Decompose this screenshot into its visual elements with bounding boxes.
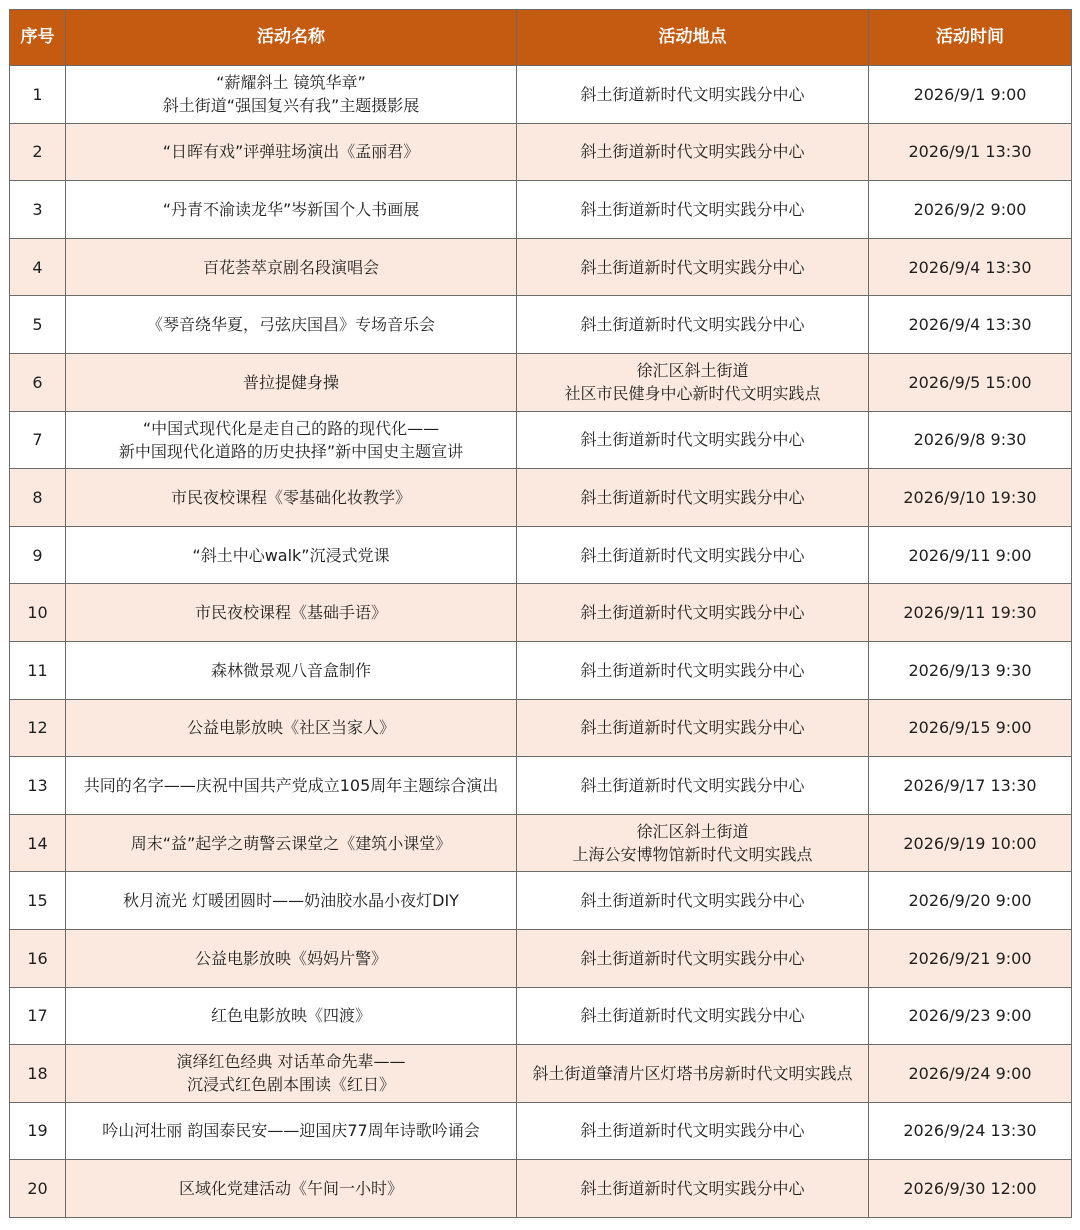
cell-activity-time: 2026/9/4 13:30 [869, 296, 1072, 354]
cell-no: 2 [10, 123, 66, 181]
cell-activity-place: 斜土街道新时代文明实践分中心 [517, 929, 869, 987]
cell-activity-time: 2026/9/15 9:00 [869, 699, 1072, 757]
table-row [10, 872, 1072, 930]
cell-activity-time: 2026/9/17 13:30 [869, 757, 1072, 815]
cell-activity-name: 市民夜校课程《零基础化妆教学》 [66, 469, 517, 527]
cell-activity-place: 斜土街道肇清片区灯塔书房新时代文明实践点 [517, 1045, 869, 1103]
table-row [10, 929, 1072, 987]
table-row [10, 641, 1072, 699]
cell-activity-time: 2026/9/2 9:00 [869, 181, 1072, 239]
cell-activity-name: “薪耀斜土 镜筑华章” 斜土街道“强国复兴有我”主题摄影展 [66, 66, 517, 124]
cell-activity-place: 斜土街道新时代文明实践分中心 [517, 1160, 869, 1218]
cell-activity-place: 斜土街道新时代文明实践分中心 [517, 584, 869, 642]
cell-activity-time: 2026/9/23 9:00 [869, 987, 1072, 1045]
table-row [10, 1102, 1072, 1160]
cell-no: 17 [10, 987, 66, 1045]
cell-activity-time: 2026/9/24 9:00 [869, 1045, 1072, 1103]
cell-no: 4 [10, 238, 66, 296]
table-row [10, 411, 1072, 469]
cell-activity-place: 斜土街道新时代文明实践分中心 [517, 411, 869, 469]
table-row [10, 1045, 1072, 1103]
cell-activity-place: 斜土街道新时代文明实践分中心 [517, 641, 869, 699]
cell-activity-place: 斜土街道新时代文明实践分中心 [517, 66, 869, 124]
table-row [10, 66, 1072, 124]
cell-activity-name: 市民夜校课程《基础手语》 [66, 584, 517, 642]
table-row [10, 584, 1072, 642]
activity-schedule-table [9, 9, 1072, 1218]
cell-no: 13 [10, 757, 66, 815]
cell-activity-name: “中国式现代化是走自己的路的现代化—— 新中国现代化道路的历史抉择”新中国史主题宣讲 [66, 411, 517, 469]
cell-activity-place: 斜土街道新时代文明实践分中心 [517, 469, 869, 527]
cell-activity-place: 徐汇区斜土街道 上海公安博物馆新时代文明实践点 [517, 814, 869, 872]
cell-activity-time: 2026/9/11 9:00 [869, 526, 1072, 584]
cell-activity-place: 斜土街道新时代文明实践分中心 [517, 238, 869, 296]
cell-no: 15 [10, 872, 66, 930]
cell-no: 6 [10, 353, 66, 411]
table-row [10, 353, 1072, 411]
cell-activity-time: 2026/9/5 15:00 [869, 353, 1072, 411]
cell-activity-name: 吟山河壮丽 韵国泰民安——迎国庆77周年诗歌吟诵会 [66, 1102, 517, 1160]
cell-activity-name: 公益电影放映《社区当家人》 [66, 699, 517, 757]
cell-no: 11 [10, 641, 66, 699]
cell-activity-name: 秋月流光 灯暖团圆时——奶油胶水晶小夜灯DIY [66, 872, 517, 930]
cell-no: 18 [10, 1045, 66, 1103]
cell-activity-place: 斜土街道新时代文明实践分中心 [517, 526, 869, 584]
cell-activity-place: 斜土街道新时代文明实践分中心 [517, 699, 869, 757]
cell-no: 12 [10, 699, 66, 757]
cell-activity-name: 森林微景观八音盒制作 [66, 641, 517, 699]
table-row [10, 814, 1072, 872]
cell-activity-place: 斜土街道新时代文明实践分中心 [517, 757, 869, 815]
cell-activity-name: 共同的名字——庆祝中国共产党成立105周年主题综合演出 [66, 757, 517, 815]
cell-activity-time: 2026/9/10 19:30 [869, 469, 1072, 527]
cell-activity-name: 百花荟萃京剧名段演唱会 [66, 238, 517, 296]
cell-activity-time: 2026/9/21 9:00 [869, 929, 1072, 987]
cell-no: 19 [10, 1102, 66, 1160]
cell-activity-name: 普拉提健身操 [66, 353, 517, 411]
cell-activity-name: 周末“益”起学之萌警云课堂之《建筑小课堂》 [66, 814, 517, 872]
table-row [10, 699, 1072, 757]
cell-activity-name: “斜土中心walk”沉浸式党课 [66, 526, 517, 584]
table-row [10, 526, 1072, 584]
table-body [10, 66, 1072, 1218]
cell-activity-time: 2026/9/1 9:00 [869, 66, 1072, 124]
cell-activity-name: “日晖有戏”评弹驻场演出《孟丽君》 [66, 123, 517, 181]
header-no: 序号 [10, 10, 66, 66]
table-row [10, 123, 1072, 181]
cell-no: 3 [10, 181, 66, 239]
cell-activity-time: 2026/9/30 12:00 [869, 1160, 1072, 1218]
table-row [10, 757, 1072, 815]
table-row [10, 987, 1072, 1045]
table-row [10, 469, 1072, 527]
cell-no: 8 [10, 469, 66, 527]
header-row [10, 10, 1072, 66]
header-name: 活动名称 [66, 10, 517, 66]
table-row [10, 1160, 1072, 1218]
cell-activity-time: 2026/9/11 19:30 [869, 584, 1072, 642]
cell-activity-place: 斜土街道新时代文明实践分中心 [517, 123, 869, 181]
table-row [10, 181, 1072, 239]
cell-no: 10 [10, 584, 66, 642]
cell-no: 14 [10, 814, 66, 872]
cell-activity-time: 2026/9/19 10:00 [869, 814, 1072, 872]
cell-no: 16 [10, 929, 66, 987]
cell-activity-place: 斜土街道新时代文明实践分中心 [517, 1102, 869, 1160]
cell-activity-place: 斜土街道新时代文明实践分中心 [517, 181, 869, 239]
schedule-table-wrapper [9, 9, 1071, 1218]
cell-no: 7 [10, 411, 66, 469]
cell-activity-place: 徐汇区斜土街道 社区市民健身中心新时代文明实践点 [517, 353, 869, 411]
cell-activity-name: “丹青不渝读龙华”岑新国个人书画展 [66, 181, 517, 239]
cell-activity-name: 公益电影放映《妈妈片警》 [66, 929, 517, 987]
cell-activity-place: 斜土街道新时代文明实践分中心 [517, 872, 869, 930]
cell-no: 9 [10, 526, 66, 584]
table-row [10, 296, 1072, 354]
cell-activity-time: 2026/9/13 9:30 [869, 641, 1072, 699]
cell-activity-name: 《琴音绕华夏，弓弦庆国昌》专场音乐会 [66, 296, 517, 354]
cell-activity-place: 斜土街道新时代文明实践分中心 [517, 987, 869, 1045]
cell-activity-time: 2026/9/20 9:00 [869, 872, 1072, 930]
cell-activity-place: 斜土街道新时代文明实践分中心 [517, 296, 869, 354]
cell-no: 20 [10, 1160, 66, 1218]
cell-activity-time: 2026/9/8 9:30 [869, 411, 1072, 469]
cell-activity-name: 区域化党建活动《午间一小时》 [66, 1160, 517, 1218]
cell-activity-name: 演绎红色经典 对话革命先辈—— 沉浸式红色剧本围读《红日》 [66, 1045, 517, 1103]
cell-activity-name: 红色电影放映《四渡》 [66, 987, 517, 1045]
cell-activity-time: 2026/9/24 13:30 [869, 1102, 1072, 1160]
cell-activity-time: 2026/9/4 13:30 [869, 238, 1072, 296]
cell-activity-time: 2026/9/1 13:30 [869, 123, 1072, 181]
header-place: 活动地点 [517, 10, 869, 66]
cell-no: 5 [10, 296, 66, 354]
header-time: 活动时间 [869, 10, 1072, 66]
table-row [10, 238, 1072, 296]
cell-no: 1 [10, 66, 66, 124]
